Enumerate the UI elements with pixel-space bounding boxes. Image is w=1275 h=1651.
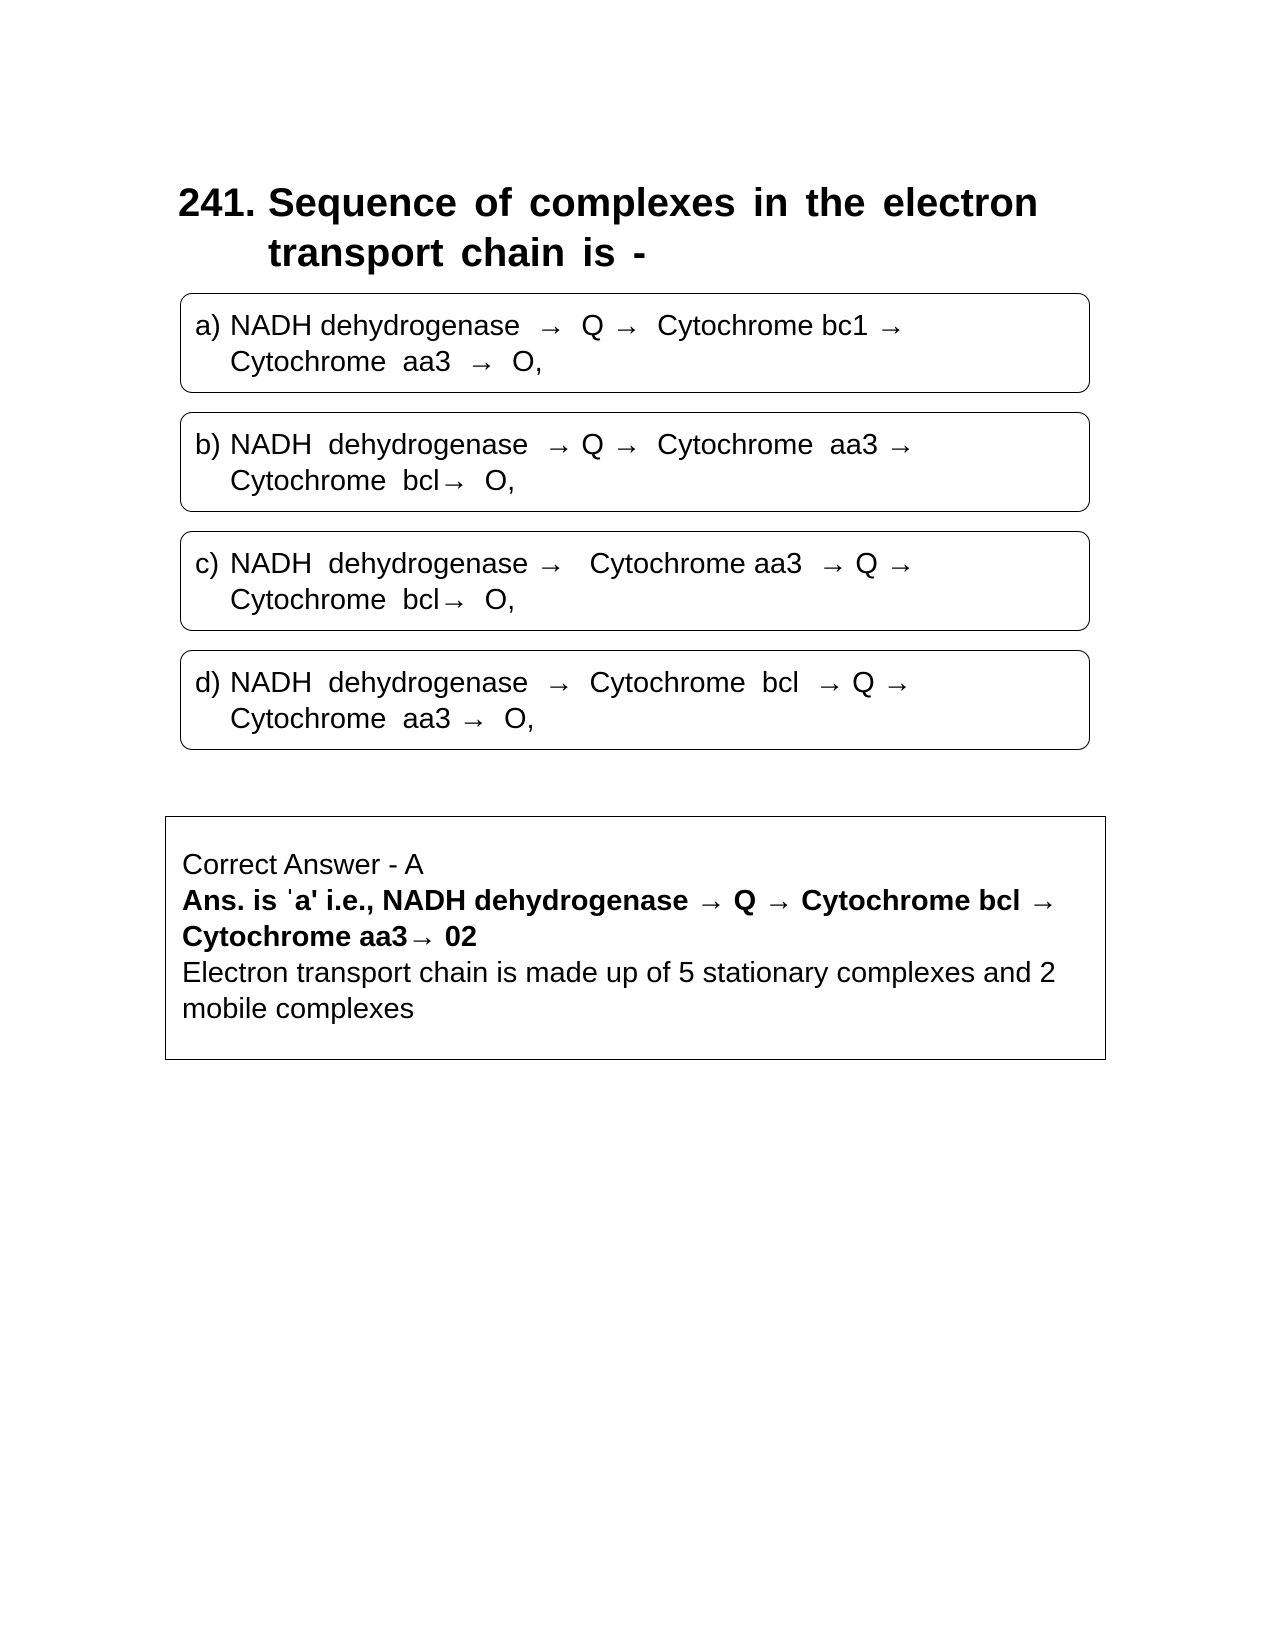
option-b[interactable] xyxy=(180,412,1090,512)
option-text: NADH dehydrogenase → Cytochrome aa3 → Q → Cytochrome bcl→ O, xyxy=(230,548,916,616)
option-letter: b) xyxy=(195,429,221,461)
answer-statement: Ans. is ˈa' i.e., NADH dehydrogenase → Q → Cytochrome bcl → Cytochrome aa3→ 02 xyxy=(182,885,1058,953)
question-number: 241. xyxy=(178,181,256,225)
option-c[interactable] xyxy=(180,531,1090,631)
correct-answer-label: Correct Answer - A xyxy=(182,849,424,881)
answer-explanation: Electron transport chain is made up of 5 stationary complexes and 2 mobile complexes xyxy=(182,957,1056,1025)
question-text: Sequence of complexes in the electron transport chain is - xyxy=(268,181,1039,275)
question-heading xyxy=(178,178,1098,278)
option-text: NADH dehydrogenase → Cytochrome bcl → Q → Cytochrome aa3 → O, xyxy=(230,667,912,735)
option-d[interactable] xyxy=(180,650,1090,750)
option-a[interactable] xyxy=(180,293,1090,393)
option-text: NADH dehydrogenase → Q → Cytochrome bc1 → Cytochrome aa3 → O, xyxy=(230,310,906,378)
option-letter: d) xyxy=(195,667,221,699)
answer-box xyxy=(165,816,1106,1060)
option-letter: c) xyxy=(195,548,220,580)
option-letter: a) xyxy=(195,310,221,342)
option-text: NADH dehydrogenase → Q → Cytochrome aa3 → Cytochrome bcl→ O, xyxy=(230,429,916,497)
